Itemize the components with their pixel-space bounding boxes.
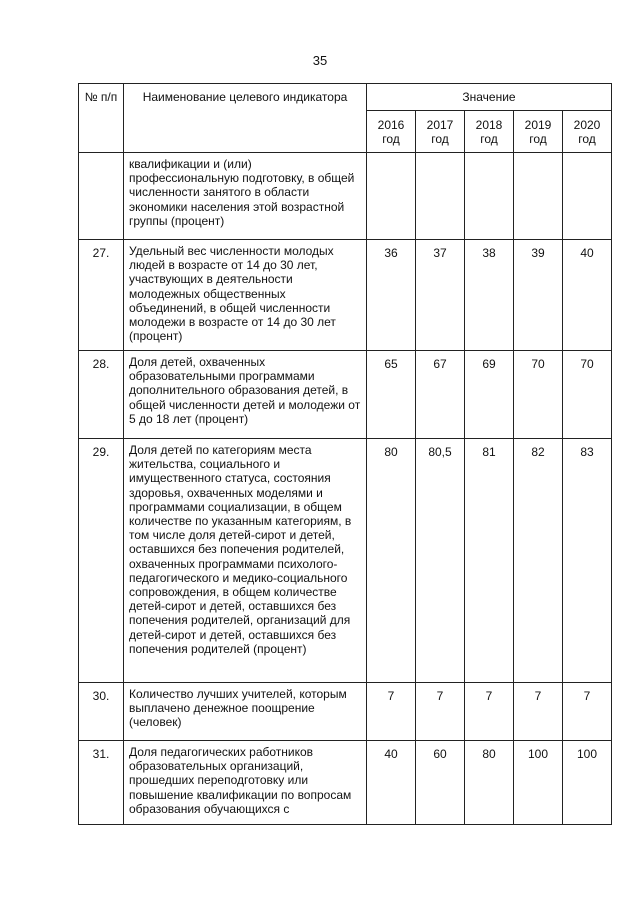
row-value: 7 <box>563 683 612 741</box>
row-value <box>563 153 612 240</box>
row-value <box>514 153 563 240</box>
row-value: 70 <box>514 351 563 439</box>
row-value <box>465 153 514 240</box>
row-value: 36 <box>367 240 416 351</box>
row-value: 67 <box>416 351 465 439</box>
row-name: Доля детей, охваченных образовательными программами дополнительного образования детей, в общей численности детей и молодежи от 5 до 18 лет (процент) <box>124 351 367 439</box>
row-value: 38 <box>465 240 514 351</box>
row-name: Количество лучших учителей, которым выплачено денежное поощрение (человек) <box>124 683 367 741</box>
row-value: 65 <box>367 351 416 439</box>
table-row <box>79 683 612 741</box>
row-value: 37 <box>416 240 465 351</box>
row-value: 80 <box>367 439 416 683</box>
row-value: 80,5 <box>416 439 465 683</box>
header-year: 2020 год <box>563 111 612 153</box>
row-value: 40 <box>563 240 612 351</box>
row-value: 60 <box>416 741 465 825</box>
row-name: Доля педагогических работников образовательных организаций, прошедших переподготовку или повышение квалификации по вопросам образования обучающихся с <box>124 741 367 825</box>
row-value: 69 <box>465 351 514 439</box>
row-value: 7 <box>367 683 416 741</box>
row-value <box>416 153 465 240</box>
header-year: 2017 год <box>416 111 465 153</box>
row-value: 83 <box>563 439 612 683</box>
table-row <box>79 439 612 683</box>
table-row <box>79 153 612 240</box>
row-value: 100 <box>563 741 612 825</box>
row-value: 81 <box>465 439 514 683</box>
row-num: 29. <box>79 439 124 683</box>
row-value: 7 <box>465 683 514 741</box>
row-num: 27. <box>79 240 124 351</box>
row-num <box>79 153 124 240</box>
row-value: 39 <box>514 240 563 351</box>
row-name: Удельный вес численности молодых людей в возрасте от 14 до 30 лет, участвующих в деятельности молодежных общественных объединений, в общей численности молодежи в возрасте от 14 до 30 лет (процент) <box>124 240 367 351</box>
indicators-table <box>78 83 612 825</box>
table-row <box>79 240 612 351</box>
row-value: 70 <box>563 351 612 439</box>
header-year: 2016 год <box>367 111 416 153</box>
row-name: Доля детей по категориям места жительства, социального и имущественного статуса, состояния здоровья, охваченных моделями и программами социализации, в общем количестве по указанным категориям, в том числе доля детей-сирот и детей, оставшихся без попечения родителей, охваченных программами психолого-педагогического и медико-социального сопровождения, в общем количестве детей-сирот и детей, оставшихся без попечения родителей, организаций для детей-сирот и детей, оставшихся без попечения родителей (процент) <box>124 439 367 683</box>
table-row <box>79 351 612 439</box>
row-value: 40 <box>367 741 416 825</box>
row-name: квалификации и (или) профессиональную подготовку, в общей численности занятого в области экономики населения этой возрастной группы (процент) <box>124 153 367 240</box>
header-year: 2018 год <box>465 111 514 153</box>
header-year: 2019 год <box>514 111 563 153</box>
row-value: 7 <box>416 683 465 741</box>
row-value: 100 <box>514 741 563 825</box>
header-num: № п/п <box>79 84 124 153</box>
header-value-group: Значение <box>367 84 612 111</box>
page-number: 35 <box>312 53 328 68</box>
row-value: 80 <box>465 741 514 825</box>
row-value: 82 <box>514 439 563 683</box>
row-value <box>367 153 416 240</box>
row-value: 7 <box>514 683 563 741</box>
row-num: 30. <box>79 683 124 741</box>
header-name: Наименование целевого индикатора <box>124 84 367 153</box>
row-num: 31. <box>79 741 124 825</box>
row-num: 28. <box>79 351 124 439</box>
table-row <box>79 741 612 825</box>
